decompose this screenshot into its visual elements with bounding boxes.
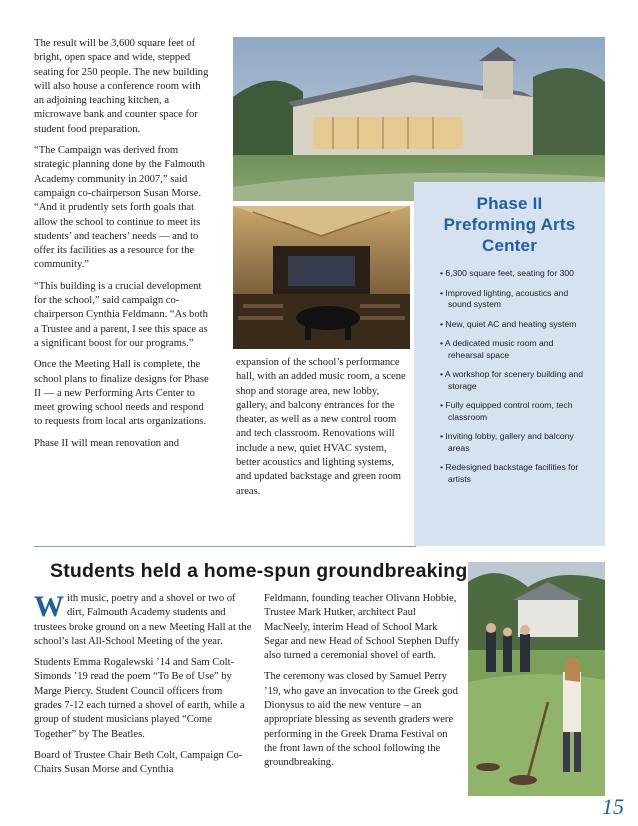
article-paragraph: Students Emma Rogalewski ’14 and Sam Colt-Simonds ’19 read the poem “To Be of Use” by Marge Piercy. Student Council officers from grades 7-12 each turned a shovel of earth, while a group of student musicians played “Come Together” by The Beatles. — [34, 657, 245, 740]
building-rendering-photo — [233, 37, 605, 201]
left-paragraph: “This building is a crucial development for the school,” said campaign co-chairperson Cynthia Feldmann. “As both a Trustee and a parent, I see this space as a significant boost for our programs.” — [34, 280, 208, 349]
sidebar-title — [414, 193, 605, 256]
middle-paragraph: expansion of the school’s performance hall, with an added music room, a scene shop and storage area, new lobby, gallery, and balcony entrances for the theater, as well as a new control room and tech classroom. Renovations will include a new, quiet HVAC system, better acoustics and lighting systems, and updated backstage and green room areas. — [236, 357, 406, 497]
list-item: • A dedicated music room and rehearsal space — [440, 338, 589, 361]
middle-column — [236, 356, 408, 506]
drop-cap: W — [34, 590, 64, 623]
left-paragraph: “The Campaign was derived from strategic planning done by the Falmouth Academy community in 2007,” said campaign co-chairperson Susan Morse. “And it prudently sets forth goals that allow the school to continue to meet its students’ and teachers’ needs — and to offer its facilities as a resource for the community.” — [34, 145, 205, 271]
left-paragraph: The result will be 3,600 square feet of bright, open space and wide, stepped seating for 250 people. The new building will also house a conference room with an adjoining teaching kitchen, a microwave bank and counter space for student food preparation. — [34, 38, 209, 135]
sidebar-feature-list — [440, 268, 589, 485]
section-divider — [34, 546, 416, 547]
list-item: • Inviting lobby, gallery and balcony areas — [440, 431, 589, 454]
sidebar-title-line: Preforming Arts — [443, 215, 576, 234]
list-item: • Improved lighting, acoustics and sound system — [440, 288, 589, 311]
article-column-2 — [264, 592, 460, 778]
article-paragraph: Feldmann, founding teacher Olivann Hobbie, Trustee Mark Hutker, architect Paul MacNeely, interim Head of School Mark Segar and new Head of School Stephen Duffy also turned a ceremonial shovel of earth. — [264, 593, 460, 662]
article-column-1 — [34, 592, 252, 785]
list-item: • A workshop for scenery building and storage — [440, 369, 589, 392]
page-number: 15 — [602, 794, 624, 819]
left-paragraph: Once the Meeting Hall is complete, the school plans to finalize designs for Phase II — a new Performing Arts Center to meet growing school needs and respond to requests from local arts organizations. — [34, 359, 209, 428]
sidebar-title-line: Phase II — [476, 194, 543, 213]
groundbreaking-photo — [468, 562, 605, 796]
article-paragraph: Board of Trustee Chair Beth Colt, Campaign Co-Chairs Susan Morse and Cynthia — [34, 749, 243, 776]
left-paragraph: Phase II will mean renovation and — [34, 437, 180, 449]
list-item: • 6,300 square feet, seating for 300 — [440, 268, 589, 280]
article-paragraph — [34, 592, 252, 649]
phase-two-sidebar — [414, 182, 605, 546]
sidebar-title-line: Center — [481, 236, 538, 255]
article-paragraph: The ceremony was closed by Samuel Perry ’19, who gave an invocation to the Greek god Dionysus to aid the new venture – an appropriate blessing as seventh graders were performing in the Greek Drama Festival on the front lawn of the school following the groundbreaking. — [264, 671, 458, 769]
list-item: • New, quiet AC and heating system — [440, 319, 589, 331]
article-text: ith music, poetry and a shovel or two of dirt, Falmouth Academy students and trustees broke ground on a new Meeting Hall at the school’s last All-School Meeting of the year. — [34, 593, 252, 647]
article-headline: Students held a home-spun groundbreaking — [50, 560, 468, 582]
list-item: • Redesigned backstage facilities for artists — [440, 462, 589, 485]
performance-hall-photo — [233, 206, 410, 349]
list-item: • Fully equipped control room, tech classroom — [440, 400, 589, 423]
left-column — [34, 37, 212, 458]
